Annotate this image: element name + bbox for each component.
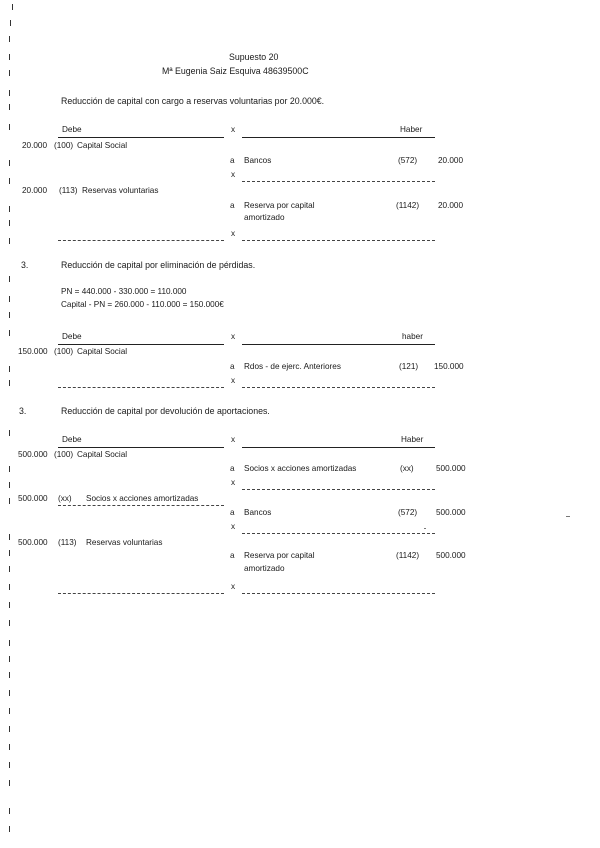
credit-amount: 150.000 [434, 362, 464, 371]
debe-label: Debe [62, 435, 82, 444]
a-marker: a [230, 508, 235, 517]
journal-rule [242, 344, 435, 345]
credit-code: (121) [399, 362, 419, 371]
author-line: Mª Eugenia Saiz Esquiva 48639500C [162, 66, 309, 76]
x-marker: x [231, 332, 236, 341]
debit-amount: 500.000 [18, 450, 48, 459]
journal-rule [58, 447, 224, 448]
calculation-line: PN = 440.000 - 330.000 = 110.000 [61, 287, 187, 296]
debit-account: Capital Social [77, 141, 128, 150]
journal-rule [58, 593, 224, 594]
credit-amount: 500.000 [436, 551, 466, 560]
credit-account-cont: amortizado [244, 213, 285, 222]
x-marker: x [231, 170, 236, 179]
debit-account: Socios x acciones amortizadas [86, 494, 199, 503]
credit-code: (572) [398, 156, 418, 165]
debe-label: Debe [62, 332, 82, 341]
x-marker: x [231, 435, 236, 444]
journal-rule [58, 240, 224, 241]
journal-rule [242, 447, 435, 448]
x-marker: x [231, 522, 236, 531]
credit-account: Bancos [244, 156, 272, 165]
credit-amount: 500.000 [436, 464, 466, 473]
haber-label: Haber [400, 125, 423, 134]
section3-number: 3. [19, 406, 27, 416]
account-code: (113) [58, 538, 77, 547]
credit-account: Reserva por capital [244, 201, 315, 210]
a-marker: a [230, 464, 235, 473]
haber-label: haber [402, 332, 423, 341]
journal-rule [58, 344, 224, 345]
debit-amount: 20.000 [22, 141, 48, 150]
debit-amount: 500.000 [18, 538, 48, 547]
x-marker: x [231, 376, 236, 385]
account-code: (100) [54, 141, 74, 150]
journal-rule [58, 387, 224, 388]
account-code: (100) [54, 450, 74, 459]
calculation-line: Capital - PN = 260.000 - 110.000 = 150.000€ [61, 300, 224, 309]
a-marker: a [230, 156, 235, 165]
journal-rule [242, 533, 435, 534]
credit-amount: 20.000 [438, 201, 464, 210]
credit-code: (1142) [396, 201, 420, 210]
journal-rule [242, 489, 435, 490]
journal-rule [242, 240, 435, 241]
account-code: (xx) [58, 494, 72, 503]
section3-heading: Reducción de capital por devolución de aportaciones. [61, 406, 270, 416]
section2-heading: Reducción de capital por eliminación de pérdidas. [61, 260, 256, 270]
debe-label: Debe [62, 125, 82, 134]
debit-amount: 500.000 [18, 494, 48, 503]
document-title: Supuesto 20 [229, 52, 279, 62]
credit-code: (572) [398, 508, 418, 517]
credit-account: Reserva por capital [244, 551, 315, 560]
credit-amount: 500.000 [436, 508, 466, 517]
a-marker: a [230, 362, 235, 371]
haber-label: Haber [401, 435, 424, 444]
x-marker: x [231, 125, 236, 134]
journal-rule [242, 593, 435, 594]
credit-code: (1142) [396, 551, 420, 560]
credit-account-cont: amortizado [244, 564, 285, 573]
journal-rule [242, 387, 435, 388]
debit-account: Capital Social [77, 347, 128, 356]
journal-rule [242, 181, 435, 182]
scan-speck [424, 528, 426, 529]
credit-account: Rdos - de ejerc. Anteriores [244, 362, 341, 371]
credit-code: (xx) [400, 464, 414, 473]
journal-rule [242, 137, 435, 138]
account-code: (100) [54, 347, 74, 356]
section2-number: 3. [21, 260, 29, 270]
debit-amount: 20.000 [22, 186, 48, 195]
scan-speck [566, 516, 570, 517]
account-code: (113) [59, 186, 78, 195]
credit-account: Bancos [244, 508, 272, 517]
a-marker: a [230, 201, 235, 210]
debit-account: Reservas voluntarias [82, 186, 159, 195]
x-marker: x [231, 582, 236, 591]
x-marker: x [231, 229, 236, 238]
journal-rule [58, 505, 224, 506]
credit-account: Socios x acciones amortizadas [244, 464, 357, 473]
debit-account: Reservas voluntarias [86, 538, 163, 547]
section1-heading: Reducción de capital con cargo a reservas voluntarias por 20.000€. [61, 96, 325, 106]
debit-account: Capital Social [77, 450, 128, 459]
journal-rule [58, 137, 224, 138]
debit-amount: 150.000 [18, 347, 48, 356]
credit-amount: 20.000 [438, 156, 464, 165]
x-marker: x [231, 478, 236, 487]
a-marker: a [230, 551, 235, 560]
